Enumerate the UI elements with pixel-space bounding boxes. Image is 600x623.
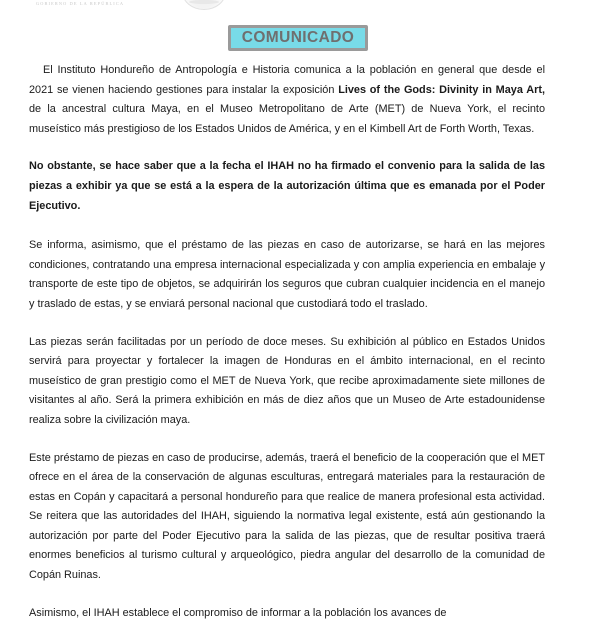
body-text: Este préstamo de piezas en caso de producirse, además, traerá el beneficio de la cooperación que el MET ofrece en el área de la conservación de algunas esculturas, entregará materiales para la restauración de estas en Copán y capacitará a personal hondureño para que realice de manera profesional esta actividad. Se reitera que las autoridades del IHAH, siguiendo la normativa legal existente, está aún gestionando la autorización por parte del Poder Ejecutivo para la salida de las piezas, que de resultar positiva traerá enormes beneficios al turismo cultural y arqueológico, piedra angular del desarrollo de la comunidad de Copán Ruinas. — [29, 451, 545, 582]
paragraph-p4 — [29, 333, 545, 431]
status-badge-label: COMUNICADO — [241, 29, 355, 46]
document-body — [0, 54, 600, 623]
paragraph-p1 — [29, 61, 545, 139]
body-text: Se informa, asimismo, que el préstamo de las piezas en caso de autorizarse, se hará en las mejores condiciones, contratando una empresa internacional especializada y con amplia experiencia en embalaje y transporte de este tipo de objetos, se adquirirán los seguros que cubran cualquier incidencia en el manejo y traslado de estas, y se enviará personal nacional que custodiará todo el traslado. — [29, 239, 545, 310]
status-badge — [228, 25, 368, 51]
masthead-wordmark: GOBIERNO DE LA REPÚBLICA — [36, 1, 125, 6]
body-text: de la ancestral cultura Maya, en el Museo Metropolitano de Arte (MET) de Nueva York, el recinto museístico más prestigioso de los Estados Unidos de América, y en el Kimbell Art de Forth Worth, Texas. — [29, 103, 545, 135]
paragraph-p3 — [29, 236, 545, 314]
document-masthead — [0, 0, 600, 14]
emphasis-text: Lives of the Gods: Divinity in Maya Art, — [338, 83, 546, 96]
paragraph-p2 — [29, 157, 545, 216]
body-text: Las piezas serán facilitadas por un período de doce meses. Su exhibición al público en Estados Unidos servirá para proyectar y fortalecer la imagen de Honduras en el ámbito internacional, en el recinto museístico de gran prestigio como el MET de Nueva York, que recibe aproximadamente siete millones de visitantes al año. Será la primera exhibición en más de diez años que un Museo de Arte estadounidense realiza sobre la civilización maya. — [29, 335, 545, 426]
badge-row — [0, 14, 600, 54]
emphasis-text: No obstante, se hace saber que a la fecha el IHAH no ha firmado el convenio para la salida de las piezas a exhibir ya que se está a la espera de la autorización última que es emanada por el Poder Ejecutivo. — [29, 160, 545, 212]
paragraph-p5 — [29, 449, 545, 586]
paragraph-p6 — [29, 604, 545, 623]
body-text: Asimismo, el IHAH establece el compromiso de informar a la población los avances de — [29, 606, 447, 619]
government-seal-icon — [182, 0, 226, 10]
body-text: El Instituto Hondureño de Antropología e Historia comunica a la población en general que desde el 2021 se vienen haciendo gestiones para instalar la exposición — [29, 64, 545, 96]
